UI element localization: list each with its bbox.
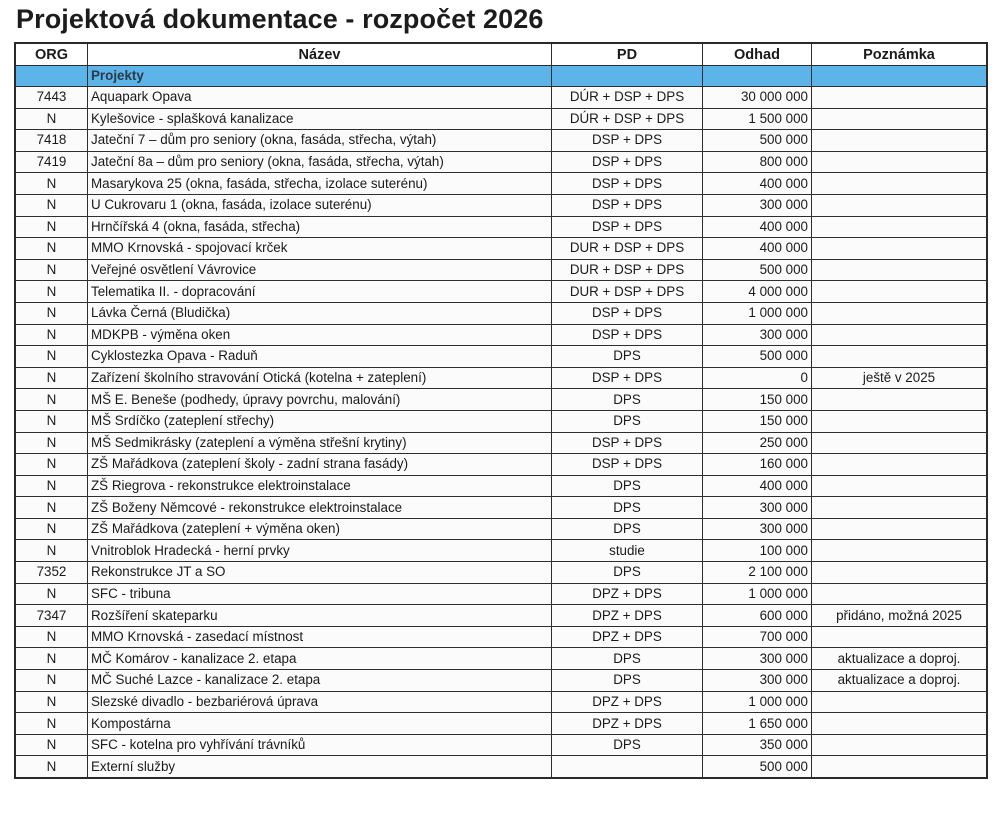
table-row [15, 281, 987, 303]
cell-note: přidáno, možná 2025 [812, 605, 988, 627]
cell-name: Zařízení školního stravování Otická (kotelna + zateplení) [88, 367, 552, 389]
cell-org: N [15, 734, 88, 756]
cell-name: ZŠ Mařádkova (zateplení + výměna oken) [88, 518, 552, 540]
header-pd: PD [552, 43, 703, 66]
cell-note [812, 194, 988, 216]
cell-org: N [15, 173, 88, 195]
cell-org: N [15, 626, 88, 648]
table-row [15, 194, 987, 216]
cell-pd: DPS [552, 497, 703, 519]
cell-name: Veřejné osvětlení Vávrovice [88, 259, 552, 281]
cell-estimate: 100 000 [703, 540, 812, 562]
cell-estimate: 700 000 [703, 626, 812, 648]
cell-estimate: 500 000 [703, 756, 812, 778]
cell-estimate: 500 000 [703, 259, 812, 281]
table-row [15, 583, 987, 605]
cell-pd: DPS [552, 670, 703, 692]
cell-pd: DSP + DPS [552, 151, 703, 173]
cell-name: Jateční 8a – dům pro seniory (okna, fasáda, střecha, výtah) [88, 151, 552, 173]
cell-pd: DPZ + DPS [552, 626, 703, 648]
cell-org: N [15, 497, 88, 519]
cell-name: SFC - tribuna [88, 583, 552, 605]
table-row [15, 670, 987, 692]
cell-pd: DPZ + DPS [552, 713, 703, 735]
cell-pd: DPS [552, 734, 703, 756]
cell-estimate: 1 000 000 [703, 583, 812, 605]
budget-table [14, 42, 988, 779]
cell-pd: DPS [552, 518, 703, 540]
cell-name: U Cukrovaru 1 (okna, fasáda, izolace suterénu) [88, 194, 552, 216]
cell-pd: DSP + DPS [552, 130, 703, 152]
cell-pd: DPS [552, 648, 703, 670]
cell-estimate: 400 000 [703, 173, 812, 195]
cell-name: Cyklostezka Opava - Raduň [88, 346, 552, 368]
cell-org: N [15, 432, 88, 454]
cell-pd: DUR + DSP + DPS [552, 238, 703, 260]
cell-pd: DSP + DPS [552, 173, 703, 195]
cell-note [812, 497, 988, 519]
cell-name: MMO Krnovská - zasedací místnost [88, 626, 552, 648]
cell-estimate: 300 000 [703, 518, 812, 540]
cell-estimate: 0 [703, 367, 812, 389]
cell-note [812, 87, 988, 109]
cell-name: Rozšíření skateparku [88, 605, 552, 627]
cell-pd: DPS [552, 410, 703, 432]
table-row [15, 734, 987, 756]
cell-pd: DSP + DPS [552, 324, 703, 346]
table-row [15, 475, 987, 497]
header-name: Název [88, 43, 552, 66]
cell-note [812, 130, 988, 152]
cell-pd: DÚR + DSP + DPS [552, 87, 703, 109]
table-row [15, 626, 987, 648]
cell-note [812, 108, 988, 130]
cell-pd: DSP + DPS [552, 432, 703, 454]
table-row [15, 691, 987, 713]
table-row [15, 238, 987, 260]
cell-estimate: 400 000 [703, 216, 812, 238]
cell-estimate: 500 000 [703, 346, 812, 368]
section-note-cell [812, 66, 988, 87]
table-row [15, 713, 987, 735]
cell-pd: DSP + DPS [552, 302, 703, 324]
cell-org: 7418 [15, 130, 88, 152]
cell-pd [552, 756, 703, 778]
cell-note [812, 626, 988, 648]
cell-estimate: 1 000 000 [703, 302, 812, 324]
document-title: Projektová dokumentace - rozpočet 2026 [16, 4, 544, 34]
cell-name: Masarykova 25 (okna, fasáda, střecha, izolace suterénu) [88, 173, 552, 195]
table-row [15, 130, 987, 152]
table-row [15, 497, 987, 519]
header-estimate: Odhad [703, 43, 812, 66]
cell-org: N [15, 238, 88, 260]
cell-pd: DPZ + DPS [552, 691, 703, 713]
table-row [15, 540, 987, 562]
section-org-cell [15, 66, 88, 87]
cell-note [812, 713, 988, 735]
cell-name: Rekonstrukce JT a SO [88, 562, 552, 584]
cell-name: MDKPB - výměna oken [88, 324, 552, 346]
cell-name: Kompostárna [88, 713, 552, 735]
cell-note: aktualizace a doproj. [812, 648, 988, 670]
cell-name: Lávka Černá (Bludička) [88, 302, 552, 324]
cell-note [812, 173, 988, 195]
cell-estimate: 1 000 000 [703, 691, 812, 713]
table-row [15, 302, 987, 324]
cell-note [812, 454, 988, 476]
cell-pd: DPS [552, 562, 703, 584]
cell-note [812, 216, 988, 238]
cell-pd: DSP + DPS [552, 367, 703, 389]
table-row [15, 410, 987, 432]
cell-org: N [15, 281, 88, 303]
cell-note [812, 475, 988, 497]
cell-name: MŠ Srdíčko (zateplení střechy) [88, 410, 552, 432]
cell-org: N [15, 713, 88, 735]
cell-note [812, 324, 988, 346]
table-row [15, 108, 987, 130]
cell-name: Jateční 7 – dům pro seniory (okna, fasáda, střecha, výtah) [88, 130, 552, 152]
cell-org: N [15, 259, 88, 281]
cell-note [812, 432, 988, 454]
cell-org: N [15, 475, 88, 497]
cell-pd: DUR + DSP + DPS [552, 259, 703, 281]
cell-org: 7352 [15, 562, 88, 584]
cell-estimate: 300 000 [703, 324, 812, 346]
cell-org: N [15, 670, 88, 692]
cell-estimate: 300 000 [703, 670, 812, 692]
cell-name: Vnitroblok Hradecká - herní prvky [88, 540, 552, 562]
cell-estimate: 4 000 000 [703, 281, 812, 303]
header-note: Poznámka [812, 43, 988, 66]
cell-org: N [15, 648, 88, 670]
cell-org: N [15, 540, 88, 562]
cell-note [812, 562, 988, 584]
cell-org: N [15, 108, 88, 130]
cell-name: Kylešovice - splašková kanalizace [88, 108, 552, 130]
table-row [15, 151, 987, 173]
cell-estimate: 1 650 000 [703, 713, 812, 735]
table-row [15, 87, 987, 109]
cell-name: Aquapark Opava [88, 87, 552, 109]
cell-note [812, 389, 988, 411]
cell-name: Telematika II. - dopracování [88, 281, 552, 303]
cell-estimate: 150 000 [703, 389, 812, 411]
cell-name: ZŠ Boženy Němcové - rekonstrukce elektroinstalace [88, 497, 552, 519]
cell-estimate: 800 000 [703, 151, 812, 173]
table-row [15, 259, 987, 281]
cell-note [812, 259, 988, 281]
section-estimate-cell [703, 66, 812, 87]
cell-org: N [15, 518, 88, 540]
cell-note [812, 518, 988, 540]
cell-note: ještě v 2025 [812, 367, 988, 389]
cell-name: MMO Krnovská - spojovací krček [88, 238, 552, 260]
cell-org: N [15, 389, 88, 411]
cell-estimate: 400 000 [703, 475, 812, 497]
cell-org: 7347 [15, 605, 88, 627]
cell-org: 7419 [15, 151, 88, 173]
cell-estimate: 160 000 [703, 454, 812, 476]
cell-pd: studie [552, 540, 703, 562]
cell-note [812, 281, 988, 303]
cell-note [812, 691, 988, 713]
cell-estimate: 350 000 [703, 734, 812, 756]
cell-org: N [15, 691, 88, 713]
table-header-row [15, 43, 987, 66]
cell-org: N [15, 367, 88, 389]
cell-name: MČ Suché Lazce - kanalizace 2. etapa [88, 670, 552, 692]
cell-name: Slezské divadlo - bezbariérová úprava [88, 691, 552, 713]
cell-note [812, 151, 988, 173]
cell-estimate: 1 500 000 [703, 108, 812, 130]
cell-estimate: 300 000 [703, 497, 812, 519]
table-row [15, 389, 987, 411]
cell-name: MČ Komárov - kanalizace 2. etapa [88, 648, 552, 670]
table-row [15, 756, 987, 778]
cell-pd: DPS [552, 389, 703, 411]
cell-pd: DSP + DPS [552, 454, 703, 476]
table-row [15, 324, 987, 346]
cell-name: Hrnčířská 4 (okna, fasáda, střecha) [88, 216, 552, 238]
cell-pd: DPZ + DPS [552, 605, 703, 627]
cell-pd: DÚR + DSP + DPS [552, 108, 703, 130]
cell-estimate: 300 000 [703, 648, 812, 670]
table-row [15, 648, 987, 670]
cell-org: N [15, 583, 88, 605]
table-row [15, 454, 987, 476]
cell-org: N [15, 756, 88, 778]
cell-estimate: 500 000 [703, 130, 812, 152]
cell-name: MŠ Sedmikrásky (zateplení a výměna střešní krytiny) [88, 432, 552, 454]
cell-org: N [15, 410, 88, 432]
cell-note [812, 410, 988, 432]
cell-pd: DSP + DPS [552, 216, 703, 238]
table-row [15, 432, 987, 454]
cell-name: SFC - kotelna pro vyhřívání trávníků [88, 734, 552, 756]
cell-org: 7443 [15, 87, 88, 109]
cell-note: aktualizace a doproj. [812, 670, 988, 692]
cell-pd: DSP + DPS [552, 194, 703, 216]
cell-pd: DPZ + DPS [552, 583, 703, 605]
table-row [15, 367, 987, 389]
cell-org: N [15, 454, 88, 476]
cell-note [812, 302, 988, 324]
cell-pd: DUR + DSP + DPS [552, 281, 703, 303]
cell-name: ZŠ Mařádkova (zateplení školy - zadní strana fasády) [88, 454, 552, 476]
section-row [15, 66, 987, 87]
cell-note [812, 346, 988, 368]
table-row [15, 562, 987, 584]
table-row [15, 346, 987, 368]
table-row [15, 605, 987, 627]
cell-estimate: 250 000 [703, 432, 812, 454]
cell-org: N [15, 194, 88, 216]
table-row [15, 216, 987, 238]
cell-pd: DPS [552, 475, 703, 497]
section-pd-cell [552, 66, 703, 87]
cell-name: ZŠ Riegrova - rekonstrukce elektroinstalace [88, 475, 552, 497]
cell-note [812, 756, 988, 778]
cell-org: N [15, 346, 88, 368]
cell-org: N [15, 324, 88, 346]
cell-estimate: 400 000 [703, 238, 812, 260]
cell-pd: DPS [552, 346, 703, 368]
cell-estimate: 2 100 000 [703, 562, 812, 584]
cell-estimate: 150 000 [703, 410, 812, 432]
cell-estimate: 300 000 [703, 194, 812, 216]
cell-note [812, 583, 988, 605]
header-org: ORG [15, 43, 88, 66]
cell-note [812, 540, 988, 562]
cell-name: MŠ E. Beneše (podhedy, úpravy povrchu, malování) [88, 389, 552, 411]
table-row [15, 173, 987, 195]
table-row [15, 518, 987, 540]
section-label: Projekty [88, 66, 552, 87]
cell-estimate: 30 000 000 [703, 87, 812, 109]
cell-org: N [15, 216, 88, 238]
cell-org: N [15, 302, 88, 324]
cell-estimate: 600 000 [703, 605, 812, 627]
cell-note [812, 238, 988, 260]
cell-note [812, 734, 988, 756]
cell-name: Externí služby [88, 756, 552, 778]
